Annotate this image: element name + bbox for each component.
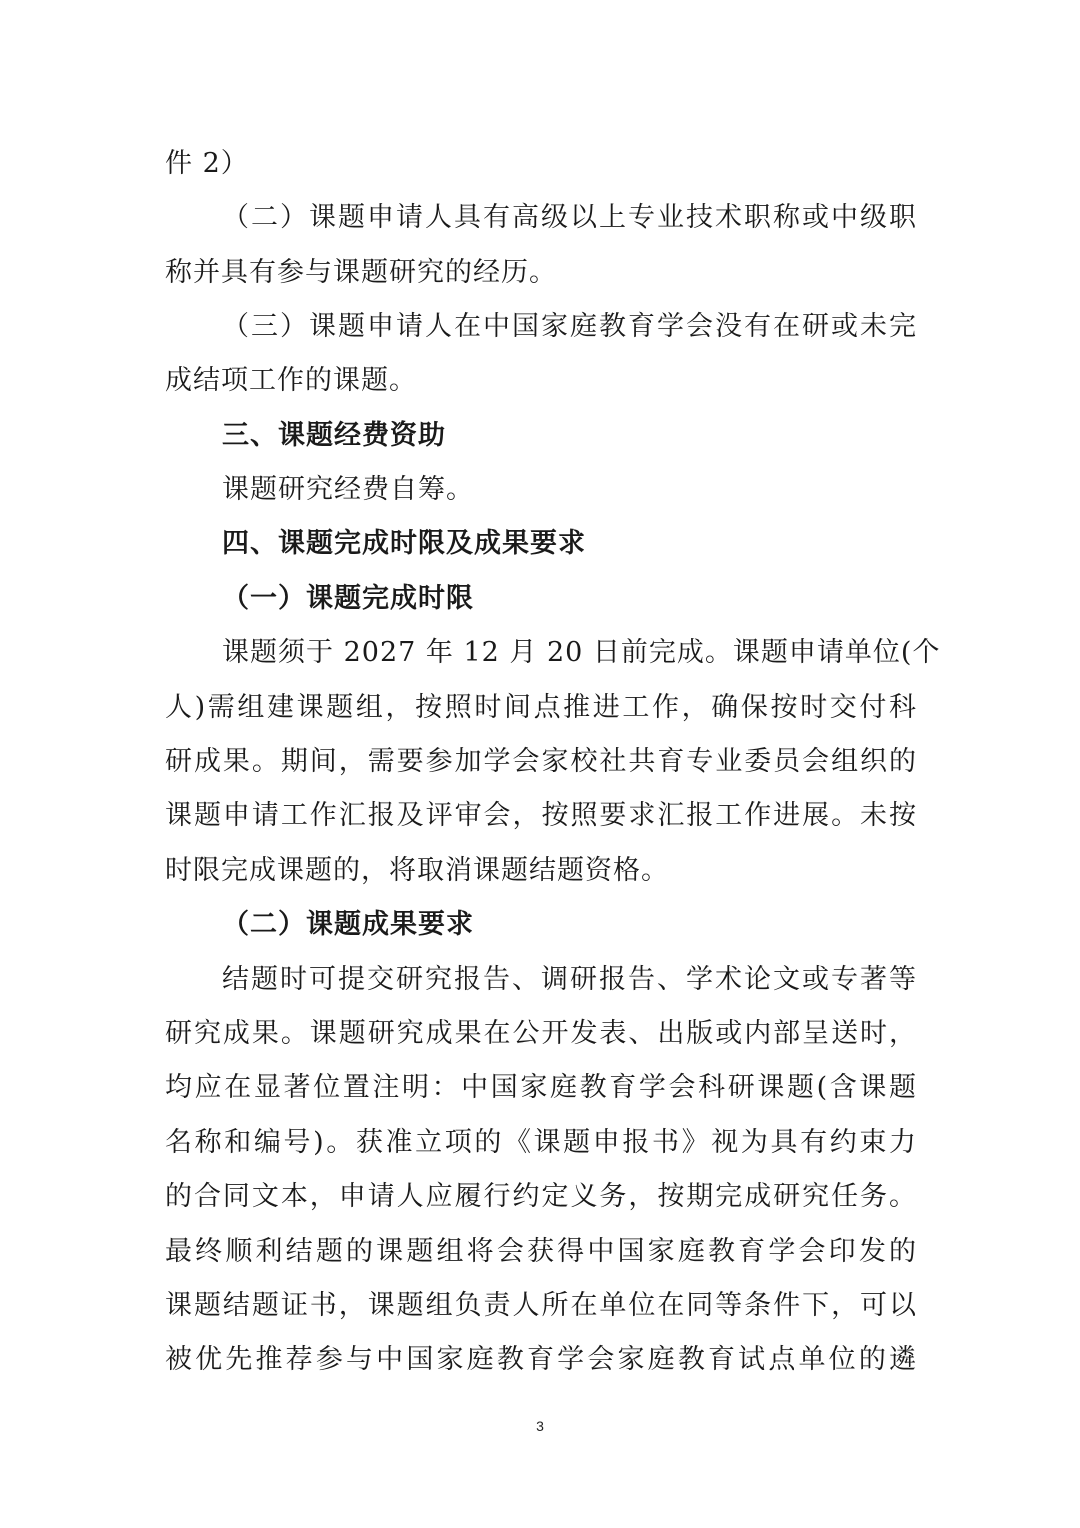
text-line-13: 课题申请工作汇报及评审会，按照要求汇报工作进展。未按	[165, 800, 917, 831]
page-number: 3	[536, 1418, 544, 1434]
text-line-2: （二）课题申请人具有高级以上专业技术职称或中级职	[222, 202, 917, 233]
text-line-20: 的合同文本，申请人应履行约定义务，按期完成研究任务。	[165, 1181, 917, 1212]
text-line-14: 时限完成课题的，将取消课题结题资格。	[165, 855, 669, 886]
text-line-19: 名称和编号)。获准立项的《课题申报书》视为具有约束力	[165, 1127, 917, 1158]
text-line-4: （三）课题申请人在中国家庭教育学会没有在研或未完	[222, 311, 917, 342]
text-line-3: 称并具有参与课题研究的经历。	[165, 257, 557, 288]
text-line-5: 成结项工作的课题。	[165, 365, 417, 396]
text-line-7: 课题研究经费自筹。	[222, 474, 474, 505]
text-line-10: 课题须于 2027 年 12 月 20 日前完成。课题申请单位(个	[222, 637, 941, 668]
text-line-12: 研成果。期间，需要参加学会家校社共育专业委员会组织的	[165, 746, 917, 777]
text-line-18: 均应在显著位置注明：中国家庭教育学会科研课题(含课题	[165, 1072, 917, 1103]
text-line-21: 最终顺利结题的课题组将会获得中国家庭教育学会印发的	[165, 1236, 917, 1267]
section-heading-4: 四、课题完成时限及成果要求	[222, 528, 586, 559]
subsection-heading-1: （一）课题完成时限	[222, 583, 474, 614]
text-line-23: 被优先推荐参与中国家庭教育学会家庭教育试点单位的遴	[165, 1344, 917, 1375]
section-heading-3: 三、课题经费资助	[222, 420, 446, 451]
text-line-22: 课题结题证书，课题组负责人所在单位在同等条件下，可以	[165, 1290, 917, 1321]
text-line-1: 件 2）	[165, 148, 249, 179]
text-line-16: 结题时可提交研究报告、调研报告、学术论文或专著等	[222, 964, 917, 995]
text-line-17: 研究成果。课题研究成果在公开发表、出版或内部呈送时，	[165, 1018, 917, 1049]
subsection-heading-2: （二）课题成果要求	[222, 909, 474, 940]
text-line-11: 人)需组建课题组，按照时间点推进工作，确保按时交付科	[165, 692, 917, 723]
